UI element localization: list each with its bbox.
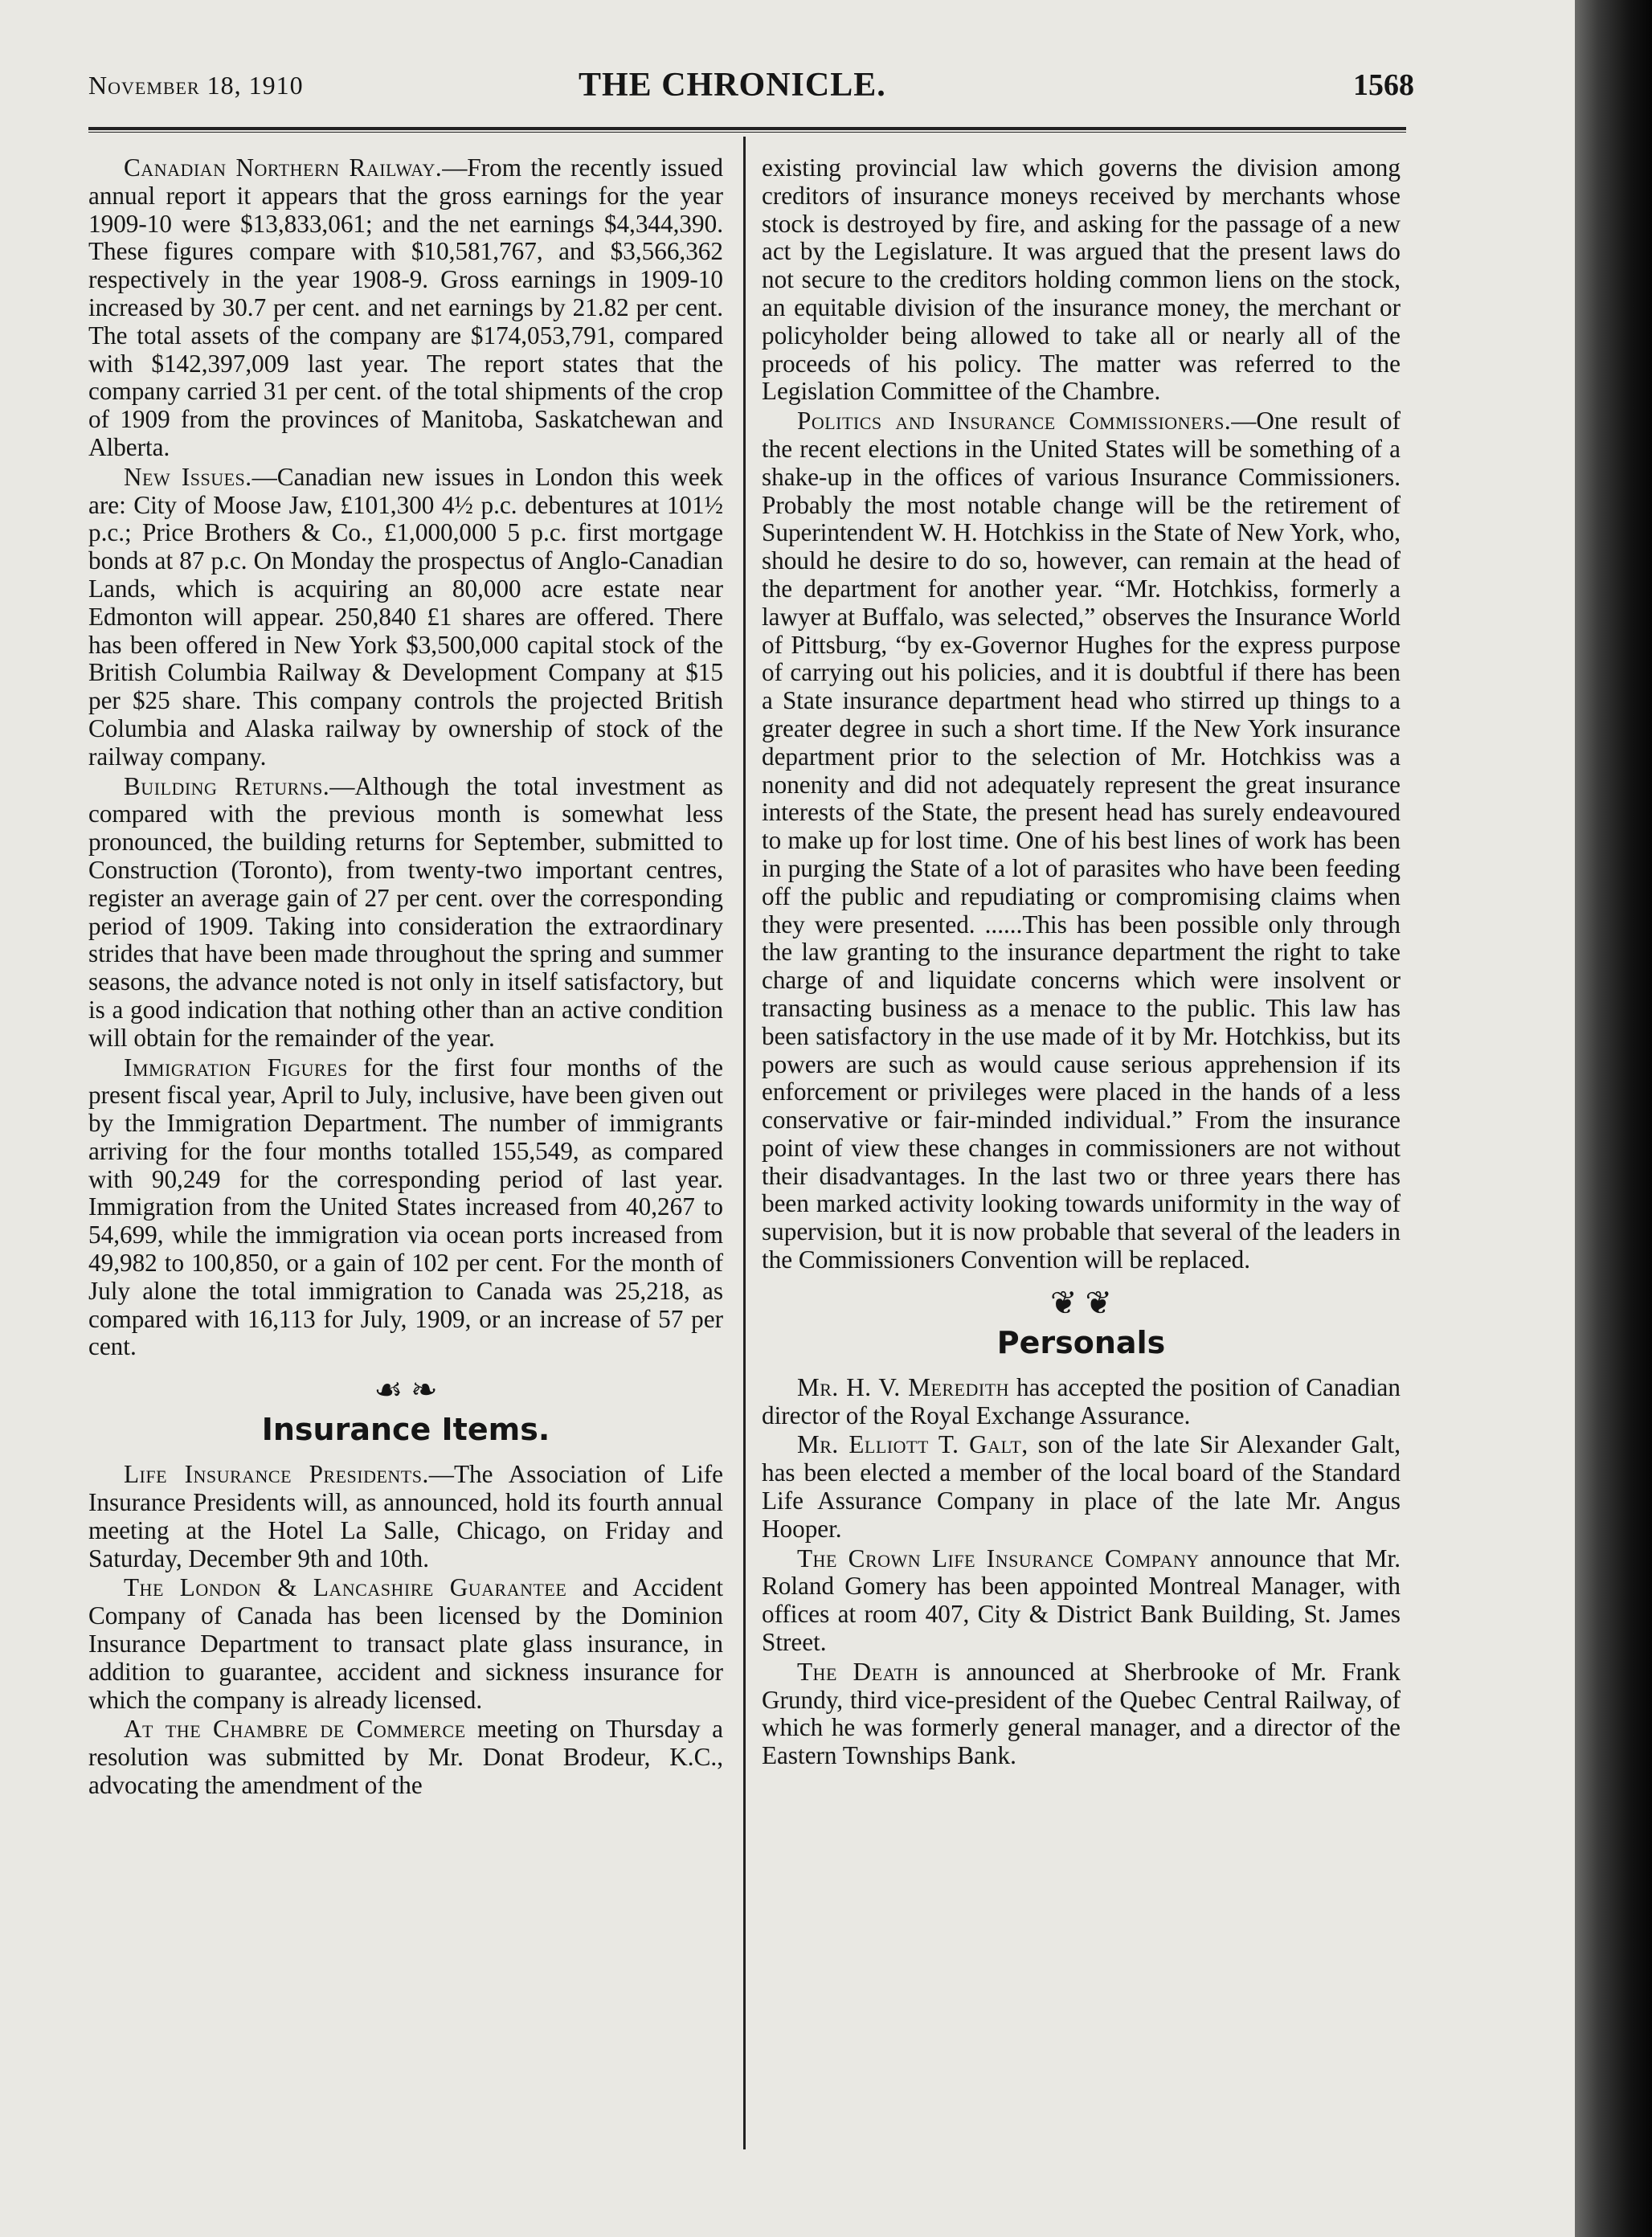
article-politics-commissioners bbox=[762, 407, 1401, 1274]
article-body: and Accident Company of Canada has been licensed by the Dominion Insurance Department to transact plate glass insurance, in addition to guarantee, accident and sickness insurance for which the company is already licensed. bbox=[88, 1573, 723, 1714]
article-body: —One result of the recent elections in the United States will be something of a shake-up in the offices of various Insurance Commissioners. Probably the most notable change will be the retirement of Superintendent W. H. Hotchkiss in the State of New York, who, should he desire to do so, however, can remain at the head of the department for another year. “Mr. Hotchkiss, formerly a lawyer at Buffalo, was selected,” observes the Insurance World of Pittsburg, “by ex-Governor Hughes for the express purpose of carrying out his policies, and it is doubtful if there has been a State insurance department head who stirred up things to a greater degree in such a short time. If the New York insurance department prior to the selection of Mr. Hotchkiss was a nonenity and did not adequately represent the great insurance interests of the State, the present head has surely endeavoured to make up for lost time. One of his best lines of work has been in purging the State of a lot of parasites who have been feeding off the public and repudiating or compromising claims when they were presented. ......This has been possible only through the law granting to the insurance department the right to take charge of and liquidate concerns which were insolvent or transacting business as a menace to the public. This law has been satisfactory in the use made of it by Mr. Hotchkiss, but its powers are such as would cause serious apprehension if its enforcement or privileges were placed in the hands of a less conservative or fair-minded individual.” From the insurance point of view these changes in commissioners are not without their disadvantages. In the last two or three years there has been marked activity looking towards uniformity in the way of supervision, but it is now probable that several of the leaders in the Commissioners Convention will be replaced. bbox=[762, 407, 1401, 1274]
article-body: son of the late Sir Alexander Galt, has been elected a member of the local board of the Standard Life Assurance Company in place of the late Mr. Angus Hooper. bbox=[762, 1430, 1401, 1543]
article-lead: The Crown Life Insurance Company bbox=[797, 1544, 1200, 1572]
publication-title: THE CHRONICLE. bbox=[579, 67, 886, 104]
article-lead: The Death bbox=[797, 1657, 918, 1686]
article-body: —Canadian new issues in London this week are: City of Moose Jaw, £101,300 4½ p.c. debentures at 101½ p.c.; Price Brothers & Co., £1,000,000 5 p.c. first mortgage bonds at 87 p.c. On Monday the prospectus of Anglo-Canadian Lands, which is acquiring an 80,000 acre estate near Edmonton will appear. 250,840 £1 shares are offered. There has been offered in New York $3,500,000 capital stock of the British Columbia Railway & Development Company at $15 per $25 share. This company controls the projected British Columbia and Alaska railway by ownership of stock of the railway company. bbox=[88, 462, 723, 771]
column-divider bbox=[743, 137, 746, 2149]
article-body: —The Association of Life Insurance Presidents will, as announced, hold its fourth annual meeting at the Hotel La Salle, Chicago, on Friday and Saturday, December 9th and 10th. bbox=[88, 1460, 723, 1572]
ornament-icon: ☙ ❧ bbox=[374, 1372, 438, 1409]
article-body: —Although the total investment as compared with the previous month is somewhat less pronounced, the building returns for September, submitted to Construction (Toronto), from twenty-two important centres, register an average gain of 27 per cent. over the corresponding period of 1909. Taking into consideration the extraordinary strides that have been made throughout the spring and summer seasons, the advance noted is not only in itself satisfactory, but is a good indication that nothing other than an active condition will obtain for the remainder of the year. bbox=[88, 771, 723, 1052]
personal-death-grundy bbox=[762, 1658, 1401, 1770]
page-number: 1568 bbox=[1353, 68, 1414, 102]
article-new-issues bbox=[88, 464, 723, 771]
page-header bbox=[88, 64, 1414, 112]
article-body: has accepted the position of Canadian director of the Royal Exchange Assurance. bbox=[762, 1372, 1401, 1429]
article-body: —From the recently issued annual report it appears that the gross earnings for the year 1909-10 were $13,833,061; and the net earnings $4,344,390. These figures compare with $10,581,767, and $3,566,362 respectively in the year 1908-9. Gross earnings in 1909-10 increased by 30.7 per cent. and net earnings by 21.82 per cent. The total assets of the company are $174,053,791, compared with $142,397,009 last year. The report states that the company carried 31 per cent. of the total shipments of the crop of 1909 from the provinces of Manitoba, Saskatchewan and Alberta. bbox=[88, 153, 723, 461]
article-lead: At the Chambre de Commerce bbox=[124, 1715, 466, 1744]
insurance-items-heading: Insurance Items. bbox=[261, 1412, 550, 1448]
article-body: for the first four months of the present fiscal year, April to July, inclusive, have been given out by the Immigration Department. The number of immigrants arriving for the four months totalled 155,549, as compared with 90,249 for the corresponding period of last year. Immigration from the United States increased from 40,267 to 54,699, while the immigration via ocean ports increased from 49,982 to 100,850, or a gain of 102 per cent. For the month of July alone the total immigration to Canada was 25,218, as compared with 16,113 for July, 1909, or an increase of 57 per cent. bbox=[88, 1053, 723, 1361]
book-binding-shadow bbox=[1575, 0, 1652, 2237]
article-chambre-continued bbox=[762, 154, 1401, 406]
left-column bbox=[88, 154, 723, 1801]
right-column bbox=[762, 154, 1401, 1772]
personal-galt bbox=[762, 1431, 1401, 1543]
personal-crown-life bbox=[762, 1545, 1401, 1657]
issue-date: November 18, 1910 bbox=[88, 71, 304, 100]
header-rule bbox=[88, 127, 1406, 133]
article-lead: Politics and Insurance Commissioners. bbox=[797, 407, 1232, 436]
article-life-insurance-presidents bbox=[88, 1461, 723, 1572]
article-lead: Building Returns. bbox=[124, 771, 330, 800]
article-lead: New Issues. bbox=[124, 462, 252, 491]
article-body: is announced at Sherbrooke of Mr. Frank Grundy, third vice-president of the Quebec Central Railway, of which he was formerly general manager, and a director of the Eastern Townships Bank. bbox=[762, 1657, 1401, 1770]
article-body: announce that Mr. Roland Gomery has been appointed Montreal Manager, with offices at room 407, City & District Bank Building, St. James Street. bbox=[762, 1544, 1401, 1657]
personal-meredith bbox=[762, 1374, 1401, 1430]
article-lead: The London & Lancashire Guarantee bbox=[124, 1573, 567, 1602]
article-lead: Life Insurance Presidents. bbox=[124, 1460, 429, 1489]
article-lead: Immigration Figures bbox=[124, 1053, 348, 1082]
article-immigration-figures bbox=[88, 1054, 723, 1362]
article-canadian-northern bbox=[88, 154, 723, 462]
article-body: existing provincial law which governs the division among creditors of insurance moneys received by merchants whose stock is destroyed by fire, and asking for the passage of a new act by the Legislature. It was argued that the present laws do not secure to the creditors holding common liens on the stock, an equitable division of the insurance money, the merchant or policyholder being allowed to take all or nearly all of the proceeds of his policy. The matter was referred to the Legislation Committee of the Chambre. bbox=[762, 153, 1401, 406]
article-lead: Mr. H. V. Meredith bbox=[797, 1372, 1010, 1401]
article-lead: Mr. Elliott T. Galt, bbox=[797, 1430, 1028, 1459]
article-london-lancashire bbox=[88, 1574, 723, 1714]
article-body: meeting on Thursday a resolution was submitted by Mr. Donat Brodeur, K.C., advocating the amendment of the bbox=[88, 1715, 724, 1800]
article-lead: Canadian Northern Railway. bbox=[124, 153, 443, 182]
personals-heading: Personals bbox=[996, 1324, 1166, 1360]
article-chambre-de-commerce bbox=[88, 1716, 723, 1799]
ornament-icon: ❦ ❦ bbox=[1049, 1284, 1113, 1321]
article-building-returns bbox=[88, 773, 723, 1053]
